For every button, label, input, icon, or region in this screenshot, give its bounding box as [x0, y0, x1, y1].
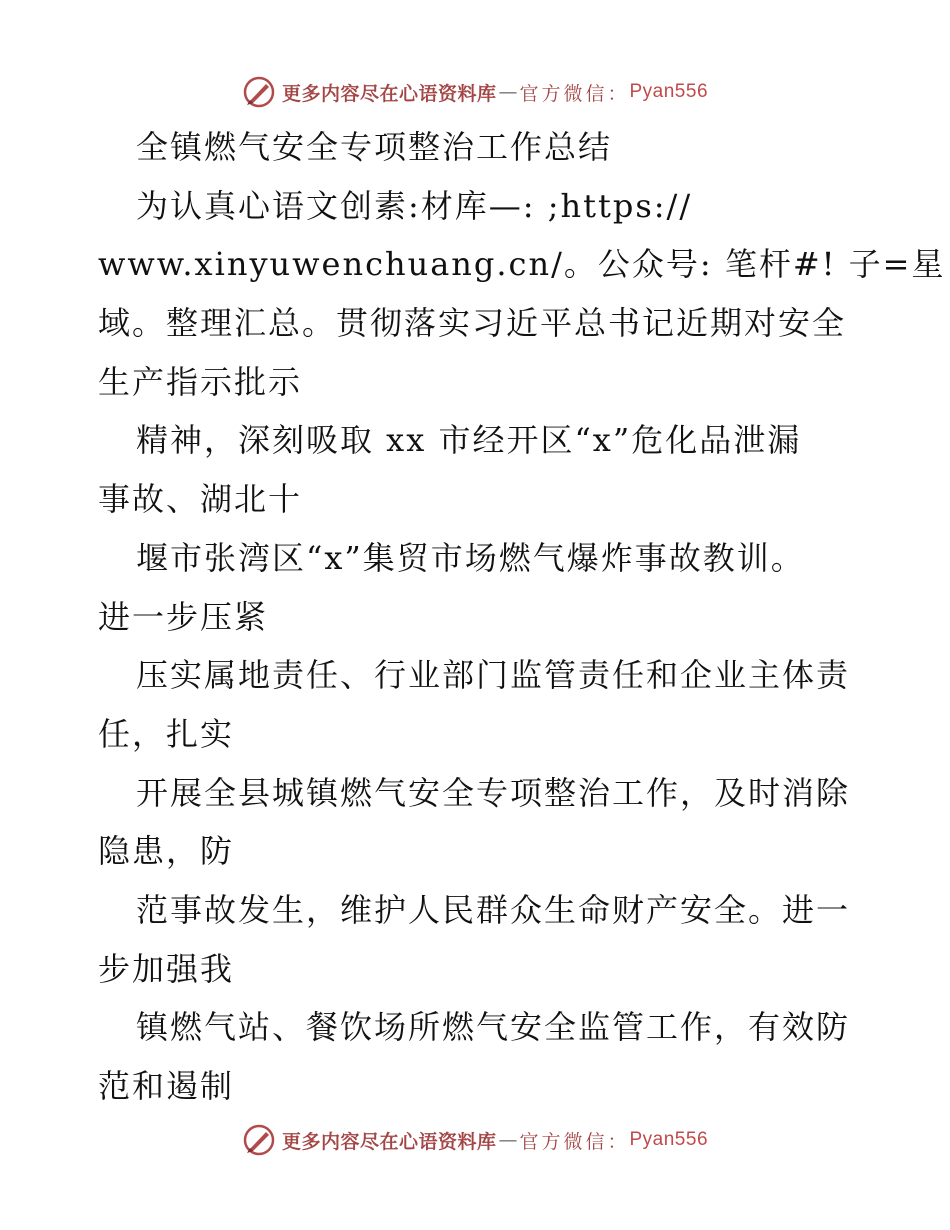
- body-text-line: 范和遏制: [98, 1067, 235, 1105]
- watermark-wechat-label: 官方微信：: [519, 1130, 630, 1153]
- body-text-line: 进一步压紧: [98, 597, 269, 636]
- body-text-line: www.xinyuwenchuang.cn/。公众号: 笔杆#! 子=星: [98, 245, 946, 284]
- header-watermark: [0, 72, 950, 112]
- body-text-line: 开展全县城镇燃气安全专项整治工作，及时消除: [136, 773, 851, 812]
- watermark-main-text: 更多内容尽在心语资料库: [281, 1130, 497, 1153]
- body-text-line: 任，扎实: [98, 714, 235, 753]
- pen-logo-icon: [242, 1123, 276, 1157]
- body-text-line: 为认真心语文创素:材库—: ;https://: [136, 186, 693, 225]
- body-text-line: 隐患，防: [98, 832, 235, 871]
- watermark-separator: —: [498, 81, 518, 103]
- body-text-line: 精神，深刻吸取 xx 市经开区“x”危化品泄漏: [136, 421, 802, 460]
- footer-watermark: [0, 1120, 950, 1160]
- body-text-line: 堰市张湾区“x”集贸市场燃气爆炸事故教训。: [136, 538, 805, 577]
- body-text-line: 域。整理汇总。贯彻落实习近平总书记近期对安全: [98, 304, 847, 343]
- body-text-line: 步加强我: [98, 949, 235, 988]
- watermark-separator: —: [498, 1129, 518, 1151]
- document-title: 全镇燃气安全专项整治工作总结: [136, 128, 613, 166]
- body-text-line: 压实属地责任、行业部门监管责任和企业主体责: [136, 656, 851, 695]
- body-text-line: 范事故发生，维护人民群众生命财产安全。进一: [136, 890, 851, 929]
- watermark-wechat-id: Pyan556: [629, 1129, 709, 1150]
- pen-logo-icon: [242, 75, 276, 109]
- watermark-main-text: 更多内容尽在心语资料库: [281, 82, 497, 105]
- watermark-wechat-label: 官方微信：: [519, 82, 630, 105]
- document-body: [98, 118, 946, 1116]
- watermark-wechat-id: Pyan556: [629, 81, 709, 102]
- body-text-line: 镇燃气站、餐饮场所燃气安全监管工作，有效防: [136, 1008, 851, 1047]
- body-text-line: 事故、湖北十: [98, 480, 303, 519]
- body-text-line: 生产指示批示: [98, 362, 303, 401]
